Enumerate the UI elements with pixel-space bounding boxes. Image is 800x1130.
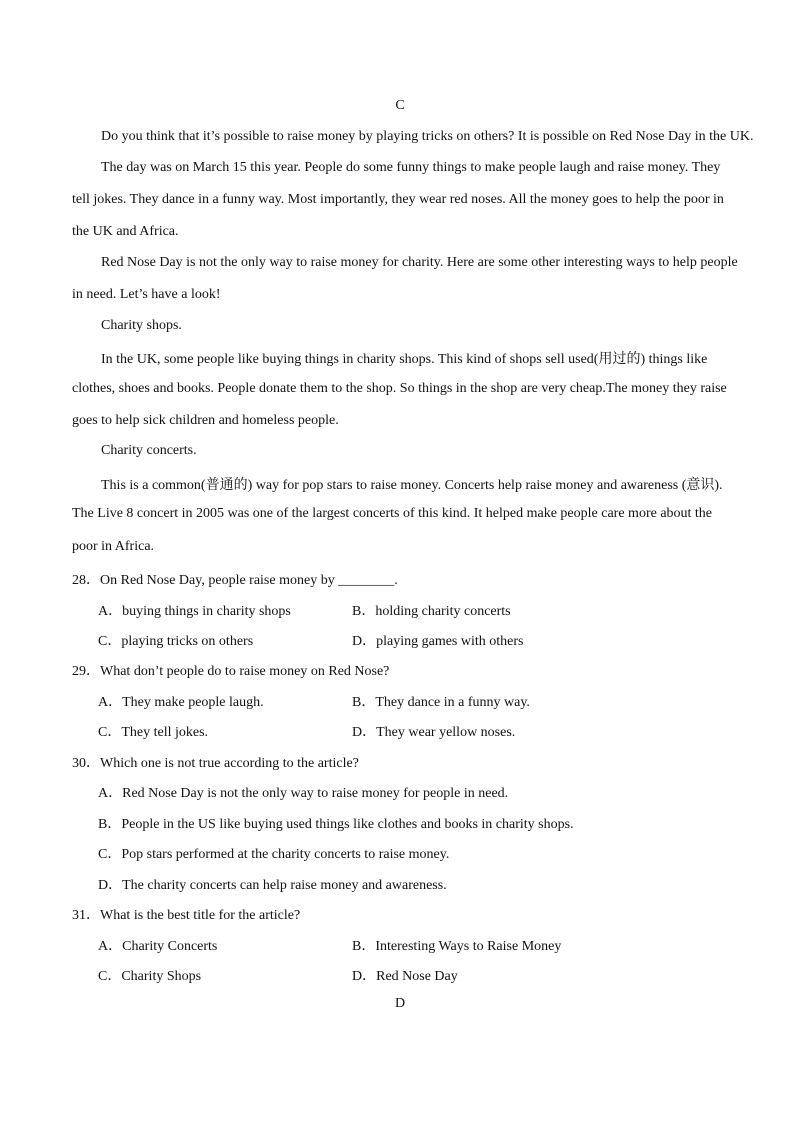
subheading-charity-shops: Charity shops. xyxy=(101,318,182,333)
question-30-option-d: D．The charity concerts can help raise money and awareness. xyxy=(98,878,447,893)
question-28-option-b: B．holding charity concerts xyxy=(352,604,511,619)
question-28-option-d: D．playing games with others xyxy=(352,634,524,649)
passage-paragraph-1: Do you think that it’s possible to raise money by playing tricks on others? It is possible on Red Nose Day in the UK. xyxy=(101,129,754,144)
passage-paragraph-4-line-1: In the UK, some people like buying things in charity shops. This kind of shops sell used(用过的) things like xyxy=(101,352,708,367)
question-31-option-b: B．Interesting Ways to Raise Money xyxy=(352,939,562,954)
question-29-stem: 29．What don’t people do to raise money on Red Nose? xyxy=(72,664,390,679)
question-31-stem: 31．What is the best title for the article? xyxy=(72,908,301,923)
question-30-option-c: C．Pop stars performed at the charity concerts to raise money. xyxy=(98,847,450,862)
section-heading-d: D xyxy=(394,996,406,1011)
passage-paragraph-2-line-3: the UK and Africa. xyxy=(72,224,179,239)
passage-paragraph-3-line-2: in need. Let’s have a look! xyxy=(72,287,221,302)
passage-paragraph-3-line-1: Red Nose Day is not the only way to raise money for charity. Here are some other interesting ways to help people xyxy=(101,255,738,270)
question-30-option-a: A．Red Nose Day is not the only way to raise money for people in need. xyxy=(98,786,509,801)
question-29-option-a: A．They make people laugh. xyxy=(98,695,264,710)
passage-paragraph-4-line-2: clothes, shoes and books. People donate them to the shop. So things in the shop are very cheap.The money they raise xyxy=(72,381,727,396)
passage-paragraph-5-line-3: poor in Africa. xyxy=(72,539,155,554)
passage-paragraph-2-line-1: The day was on March 15 this year. People do some funny things to make people laugh and raise money. They xyxy=(101,160,721,175)
question-30-option-b: B．People in the US like buying used things like clothes and books in charity shops. xyxy=(98,817,574,832)
question-31-option-c: C．Charity Shops xyxy=(98,969,202,984)
question-29-option-c: C．They tell jokes. xyxy=(98,725,209,740)
question-31-option-a: A．Charity Concerts xyxy=(98,939,218,954)
question-28-option-c: C．playing tricks on others xyxy=(98,634,254,649)
passage-paragraph-5-line-2: The Live 8 concert in 2005 was one of the largest concerts of this kind. It helped make people care more about the xyxy=(72,506,713,521)
question-29-option-b: B．They dance in a funny way. xyxy=(352,695,530,710)
passage-paragraph-4-line-3: goes to help sick children and homeless people. xyxy=(72,413,339,428)
question-31-option-d: D．Red Nose Day xyxy=(352,969,458,984)
question-30-stem: 30．Which one is not true according to the article? xyxy=(72,756,359,771)
passage-paragraph-2-line-2: tell jokes. They dance in a funny way. Most importantly, they wear red noses. All the money goes to help the poor in xyxy=(72,192,724,207)
section-heading-c: C xyxy=(395,98,405,113)
passage-paragraph-5-line-1: This is a common(普通的) way for pop stars to raise money. Concerts help raise money and awareness (意识). xyxy=(101,478,723,493)
subheading-charity-concerts: Charity concerts. xyxy=(101,443,197,458)
question-28-option-a: A．buying things in charity shops xyxy=(98,604,291,619)
question-29-option-d: D．They wear yellow noses. xyxy=(352,725,516,740)
question-28-stem: 28．On Red Nose Day, people raise money by ________. xyxy=(72,573,398,588)
